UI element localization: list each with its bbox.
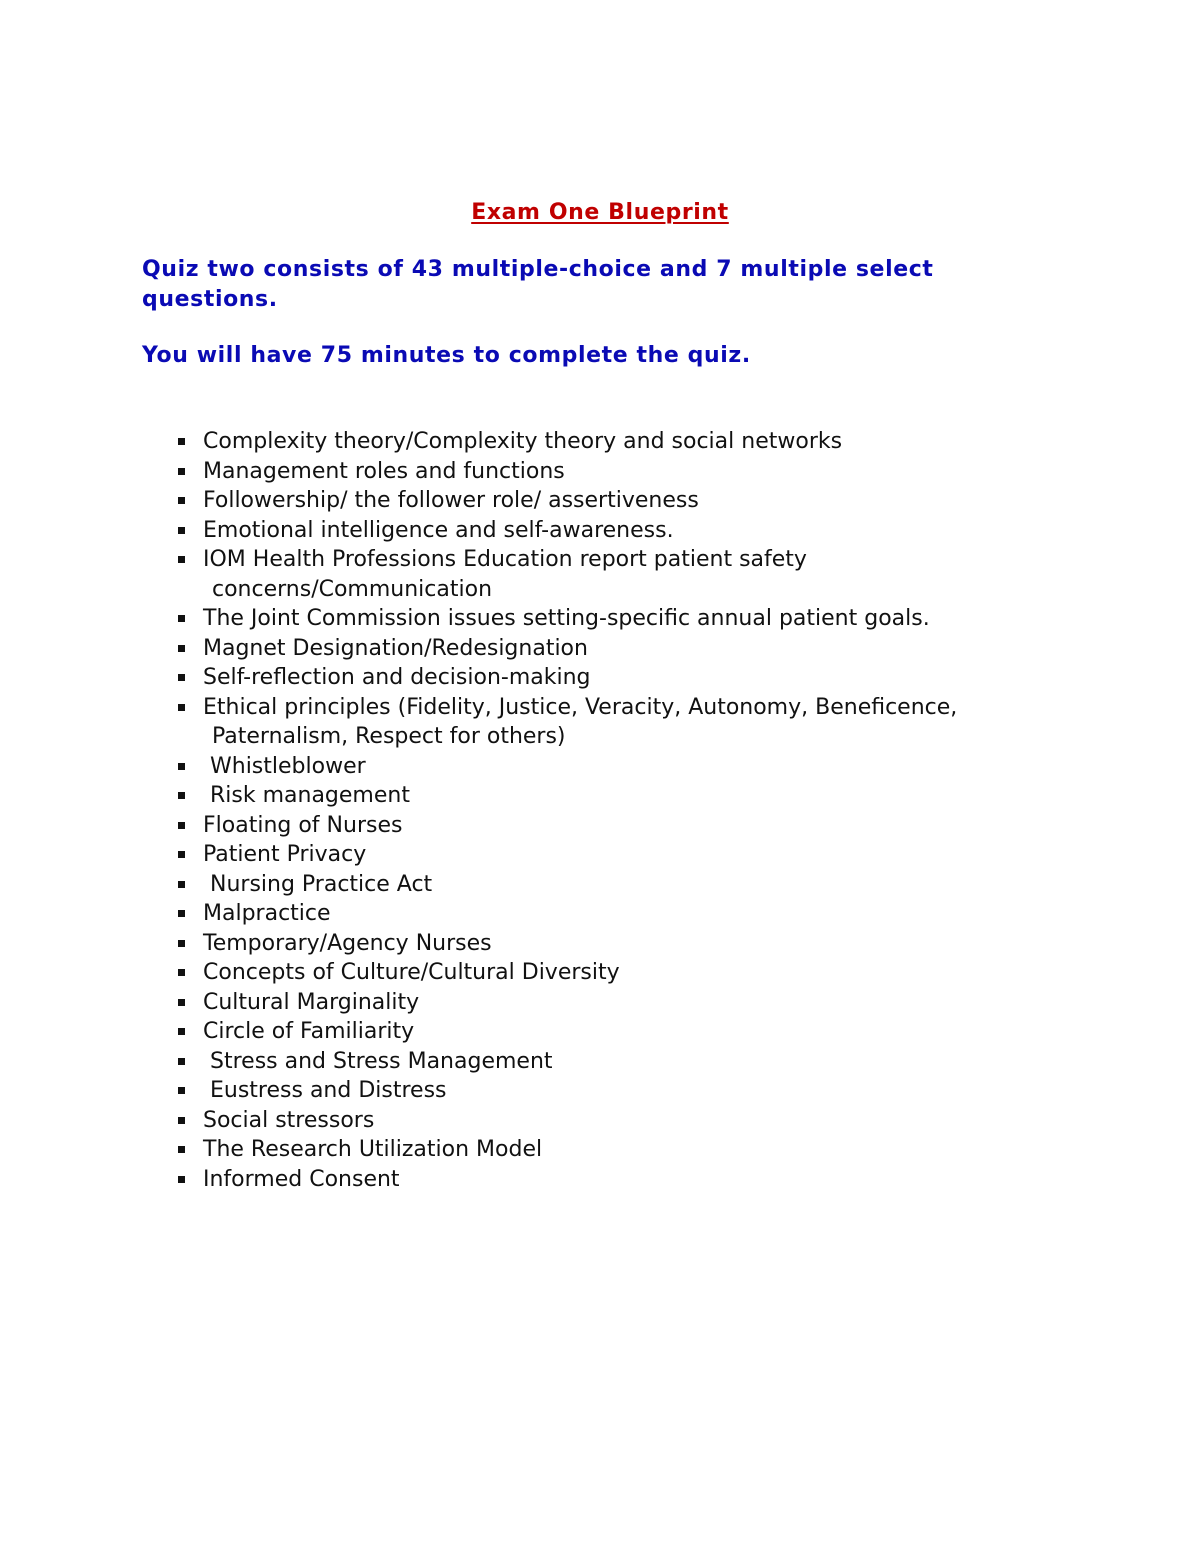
topic-text: Self-reflection and decision-making [203, 665, 591, 690]
topic-text: Complexity theory/Complexity theory and social networks [203, 429, 843, 454]
list-item [175, 1165, 1055, 1195]
list-item [175, 870, 1055, 900]
square-bullet-icon [175, 899, 203, 929]
square-bullet-icon [175, 1106, 203, 1136]
document-title: Exam One Blueprint [471, 200, 729, 225]
square-bullet-icon [175, 781, 203, 811]
square-bullet-icon [175, 516, 203, 546]
topic-text: Malpractice [203, 901, 331, 926]
square-bullet-icon [175, 1076, 203, 1106]
square-bullet-icon [175, 457, 203, 487]
square-bullet-icon [175, 988, 203, 1018]
topic-text: IOM Health Professions Education report patient safety [203, 547, 807, 572]
list-item [175, 1076, 1055, 1106]
topic-text: Emotional intelligence and self-awareness. [203, 517, 674, 543]
list-item [175, 1135, 1055, 1165]
square-bullet-icon [175, 486, 203, 516]
square-bullet-icon [175, 811, 203, 841]
square-bullet-icon [175, 545, 203, 575]
square-bullet-icon [175, 840, 203, 870]
list-item [175, 781, 1055, 811]
list-item [175, 929, 1055, 959]
topic-text-continuation: concerns/Communication [212, 576, 493, 602]
topic-list [175, 427, 1055, 1194]
list-item [175, 1017, 1055, 1047]
square-bullet-icon [175, 1017, 203, 1047]
list-item [175, 486, 1055, 516]
list-item [175, 634, 1055, 664]
topic-text: Magnet Designation/Redesignation [203, 635, 588, 661]
topic-text: Stress and Stress Management [203, 1048, 553, 1074]
topic-text: Temporary/Agency Nurses [203, 930, 492, 956]
list-item [175, 663, 1055, 693]
topic-text: Social stressors [203, 1107, 375, 1133]
topic-text: Ethical principles (Fidelity, Justice, Veracity, Autonomy, Beneficence, [203, 694, 958, 720]
list-item [175, 1047, 1055, 1077]
square-bullet-icon [175, 604, 203, 634]
quiz-time-limit: You will have 75 minutes to complete the quiz. [142, 343, 751, 368]
topic-text: Risk management [203, 783, 410, 808]
square-bullet-icon [175, 1165, 203, 1195]
list-item [175, 545, 1055, 604]
topic-text: Informed Consent [203, 1166, 400, 1192]
topic-text: Whistleblower [203, 753, 366, 779]
topic-text: Cultural Marginality [203, 989, 420, 1015]
topic-text: Nursing Practice Act [203, 871, 433, 897]
list-item [175, 840, 1055, 870]
topic-text-wrapper [203, 693, 1055, 752]
topic-text-continuation: Paternalism, Respect for others) [212, 724, 566, 749]
square-bullet-icon [175, 929, 203, 959]
topic-text: Management roles and functions [203, 458, 565, 484]
list-item [175, 811, 1055, 841]
topic-text: Floating of Nurses [203, 812, 403, 838]
square-bullet-icon [175, 1047, 203, 1077]
topic-text: Patient Privacy [203, 842, 367, 867]
topic-text: Followership/ the follower role/ assertiveness [203, 488, 699, 513]
list-item [175, 899, 1055, 929]
square-bullet-icon [175, 693, 203, 723]
square-bullet-icon [175, 870, 203, 900]
list-item [175, 958, 1055, 988]
square-bullet-icon [175, 1135, 203, 1165]
list-item [175, 693, 1055, 752]
square-bullet-icon [175, 752, 203, 782]
topic-text: Concepts of Culture/Cultural Diversity [203, 960, 620, 985]
topic-text: The Joint Commission issues setting-specific annual patient goals. [203, 606, 930, 631]
list-item [175, 604, 1055, 634]
square-bullet-icon [175, 958, 203, 988]
square-bullet-icon [175, 663, 203, 693]
list-item [175, 516, 1055, 546]
topic-text-wrapper [203, 545, 1055, 604]
square-bullet-icon [175, 634, 203, 664]
list-item [175, 1106, 1055, 1136]
quiz-description: Quiz two consists of 43 multiple-choice and 7 multiple select questions. [142, 257, 934, 312]
list-item [175, 457, 1055, 487]
topic-text: Eustress and Distress [203, 1078, 447, 1103]
topic-text: Circle of Familiarity [203, 1019, 415, 1044]
list-item [175, 752, 1055, 782]
list-item [175, 427, 1055, 457]
square-bullet-icon [175, 427, 203, 457]
list-item [175, 988, 1055, 1018]
topic-text: The Research Utilization Model [203, 1137, 543, 1162]
